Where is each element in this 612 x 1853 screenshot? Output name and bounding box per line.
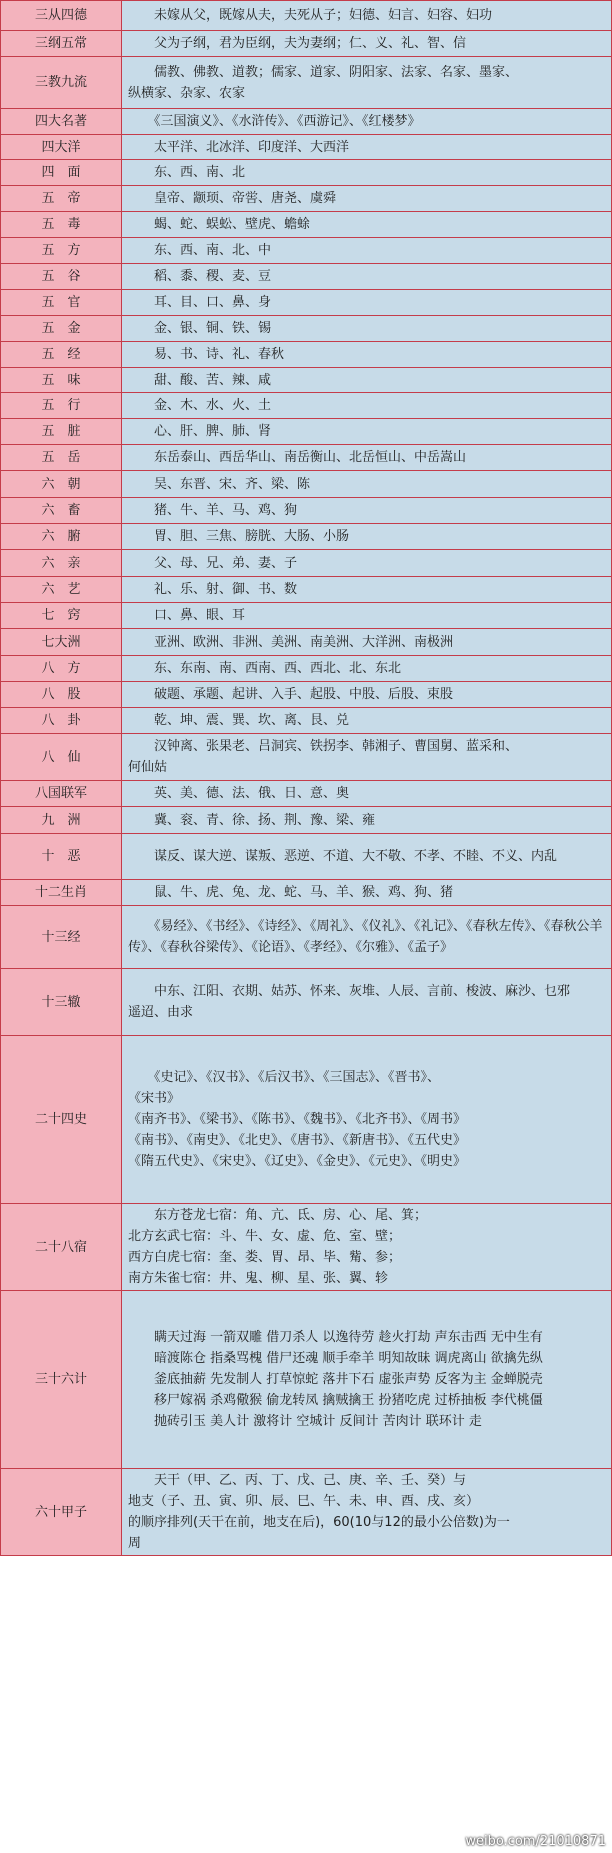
content-line: 猪、牛、羊、马、鸡、狗 — [128, 503, 298, 518]
term-content — [122, 682, 612, 708]
term-label: 十三辙 — [1, 969, 122, 1036]
content-line: 抛砖引玉 美人计 激将计 空城计 反间计 苦肉计 联环计 走 — [128, 1414, 482, 1429]
terms-table-body — [1, 1, 612, 1556]
table-row — [1, 682, 612, 708]
term-content — [122, 471, 612, 498]
content-line: 移尸嫁祸 杀鸡儆猴 偷龙转凤 擒贼擒王 扮猪吃虎 过桥抽板 李代桃僵 — [128, 1393, 543, 1408]
table-row — [1, 1036, 612, 1204]
term-label: 六 腑 — [1, 524, 122, 550]
term-content — [122, 445, 612, 471]
content-line: 金、银、铜、铁、锡 — [128, 321, 272, 336]
term-label: 八 卦 — [1, 708, 122, 734]
term-content — [122, 160, 612, 186]
term-label: 三十六计 — [1, 1291, 122, 1469]
term-label: 六 朝 — [1, 471, 122, 498]
term-label: 六 畜 — [1, 498, 122, 524]
table-row — [1, 880, 612, 906]
table-row — [1, 419, 612, 445]
term-content — [122, 1204, 612, 1291]
content-line: 东方苍龙七宿：角、亢、氐、房、心、尾、箕； — [128, 1208, 428, 1223]
content-line: 何仙姑 — [128, 760, 168, 775]
table-row — [1, 734, 612, 781]
term-label: 五 方 — [1, 238, 122, 264]
content-line: 北方玄武七宿：斗、牛、女、虚、危、室、壁； — [128, 1229, 402, 1244]
term-content — [122, 1, 612, 31]
table-row — [1, 212, 612, 238]
content-line: 礼、乐、射、御、书、数 — [128, 582, 298, 597]
term-label: 八 仙 — [1, 734, 122, 781]
term-content — [122, 212, 612, 238]
term-content — [122, 316, 612, 342]
term-content — [122, 264, 612, 290]
term-content — [122, 135, 612, 160]
term-content — [122, 969, 612, 1036]
content-line: 《易经》、《书经》、《诗经》、《周礼》、《仪礼》、《礼记》、《春秋左传》、《春秋公羊传》、《春秋谷梁传》、《论语》、《孝经》、《尔雅》、《孟子》 — [128, 919, 603, 955]
term-label: 六 亲 — [1, 550, 122, 577]
term-content — [122, 781, 612, 807]
term-content — [122, 550, 612, 577]
term-label: 三从四德 — [1, 1, 122, 31]
term-content — [122, 807, 612, 834]
table-row — [1, 577, 612, 603]
term-content — [122, 603, 612, 629]
content-line: 鼠、牛、虎、兔、龙、蛇、马、羊、猴、鸡、狗、猪 — [128, 885, 454, 900]
content-line: 暗渡陈仓 指桑骂槐 借尸还魂 顺手牵羊 明知故昧 调虎离山 欲擒先纵 — [128, 1351, 543, 1366]
term-content — [122, 342, 612, 368]
content-line: 吴、东晋、宋、齐、梁、陈 — [128, 476, 311, 492]
content-line: 稻、黍、稷、麦、豆 — [128, 269, 272, 284]
term-content — [122, 238, 612, 264]
term-content — [122, 31, 612, 57]
term-label: 五 经 — [1, 342, 122, 368]
content-line: 的顺序排列(天干在前，地支在后)，60(10与12的最小公倍数)为一 — [128, 1515, 510, 1530]
term-label: 五 岳 — [1, 445, 122, 471]
table-row — [1, 603, 612, 629]
term-content — [122, 368, 612, 393]
table-row — [1, 629, 612, 656]
term-label: 十 恶 — [1, 834, 122, 880]
content-line: 易、书、诗、礼、春秋 — [128, 347, 285, 362]
content-line: 乾、坤、震、巽、坎、离、艮、兑 — [128, 713, 350, 728]
content-line: 东、西、南、北、中 — [128, 243, 272, 258]
table-row — [1, 656, 612, 682]
content-line: 东、西、南、北 — [128, 165, 246, 180]
content-line: 破题、承题、起讲、入手、起股、中股、后股、束股 — [128, 687, 454, 702]
table-row — [1, 906, 612, 969]
content-line: 心、肝、脾、肺、肾 — [128, 424, 272, 439]
content-line: 天干（甲、乙、丙、丁、戊、己、庚、辛、壬、癸）与 — [128, 1473, 467, 1488]
content-line: 甜、酸、苦、辣、咸 — [128, 372, 272, 388]
table-row — [1, 109, 612, 135]
content-line: 蝎、蛇、蜈蚣、壁虎、蟾蜍 — [128, 217, 311, 232]
term-label: 五 金 — [1, 316, 122, 342]
term-label: 五 毒 — [1, 212, 122, 238]
content-line: 《南书》、《南史》、《北史》、《唐书》、《新唐书》、《五代史》 — [128, 1133, 467, 1148]
content-line: 父为子纲，君为臣纲，夫为妻纲；仁、义、礼、智、信 — [128, 36, 467, 51]
term-content — [122, 498, 612, 524]
content-line: 汉钟离、张果老、吕洞宾、铁拐李、韩湘子、曹国舅、蓝采和、 — [128, 739, 519, 754]
table-row — [1, 368, 612, 393]
term-content — [122, 186, 612, 212]
content-line: 口、鼻、眼、耳 — [128, 608, 246, 623]
term-label: 五 行 — [1, 393, 122, 419]
content-line: 瞒天过海 一箭双雕 借刀杀人 以逸待劳 趁火打劫 声东击西 无中生有 — [128, 1330, 543, 1345]
table-row — [1, 445, 612, 471]
table-row — [1, 969, 612, 1036]
table-row — [1, 708, 612, 734]
content-line: 冀、衮、青、徐、扬、荆、豫、梁、雍 — [128, 812, 376, 828]
content-line: 西方白虎七宿：奎、娄、胃、昂、毕、觜、参； — [128, 1250, 402, 1265]
table-row — [1, 238, 612, 264]
watermark: weibo.com/21010871 — [465, 1834, 606, 1849]
content-line: 儒教、佛教、道教；儒家、道家、阴阳家、法家、名家、墨家、 — [128, 64, 519, 80]
table-row — [1, 160, 612, 186]
term-label: 八 股 — [1, 682, 122, 708]
term-content — [122, 834, 612, 880]
content-line: 谋反、谋大逆、谋叛、恶逆、不道、大不敬、不孝、不睦、不义、内乱 — [128, 849, 558, 864]
content-line: 《隋五代史》、《宋史》、《辽史》、《金史》、《元史》、《明史》 — [128, 1154, 467, 1169]
table-row — [1, 186, 612, 212]
table-row — [1, 1204, 612, 1291]
term-content — [122, 109, 612, 135]
content-line: 南方朱雀七宿：井、鬼、柳、星、张、翼、轸 — [128, 1271, 389, 1286]
table-row — [1, 471, 612, 498]
content-line: 地支（子、丑、寅、卯、辰、巳、午、未、申、酉、戌、亥） — [128, 1494, 480, 1509]
content-line: 皇帝、颛顼、帝喾、唐尧、虞舜 — [128, 191, 337, 206]
term-content — [122, 1469, 612, 1556]
term-label: 十二生肖 — [1, 880, 122, 906]
term-content — [122, 1291, 612, 1469]
term-label: 五 谷 — [1, 264, 122, 290]
table-row — [1, 316, 612, 342]
term-label: 六十甲子 — [1, 1469, 122, 1556]
content-line: 耳、目、口、鼻、身 — [128, 295, 272, 310]
term-label: 二十八宿 — [1, 1204, 122, 1291]
content-line: 太平洋、北冰洋、印度洋、大西洋 — [128, 139, 350, 155]
term-label: 九 洲 — [1, 807, 122, 834]
table-row — [1, 393, 612, 419]
table-row — [1, 781, 612, 807]
content-line: 英、美、德、法、俄、日、意、奥 — [128, 786, 350, 801]
content-line: 纵横家、杂家、农家 — [128, 85, 246, 101]
term-content — [122, 290, 612, 316]
table-row — [1, 807, 612, 834]
table-row — [1, 498, 612, 524]
content-line: 亚洲、欧洲、非洲、美洲、南美洲、大洋洲、南极洲 — [128, 634, 454, 650]
content-line: 金、木、水、火、土 — [128, 398, 272, 413]
term-content — [122, 1036, 612, 1204]
term-label: 三教九流 — [1, 57, 122, 109]
content-line: 《三国演义》、《水浒传》、《西游记》、《红楼梦》 — [128, 114, 421, 129]
content-line: 东岳泰山、西岳华山、南岳衡山、北岳恒山、中岳嵩山 — [128, 450, 467, 465]
term-content — [122, 734, 612, 781]
table-row — [1, 264, 612, 290]
term-content — [122, 906, 612, 969]
term-label: 四大洋 — [1, 135, 122, 160]
content-line: 中东、江阳、衣期、姑苏、怀来、灰堆、人辰、言前、梭波、麻沙、乜邪 — [128, 984, 571, 999]
term-label: 七 窍 — [1, 603, 122, 629]
content-line: 《南齐书》、《梁书》、《陈书》、《魏书》、《北齐书》、《周书》 — [128, 1112, 467, 1127]
term-content — [122, 708, 612, 734]
content-line: 《史记》、《汉书》、《后汉书》、《三国志》、《晋书》、 — [128, 1070, 441, 1085]
table-row — [1, 1469, 612, 1556]
term-label: 五 帝 — [1, 186, 122, 212]
term-content — [122, 577, 612, 603]
table-row — [1, 31, 612, 57]
term-label: 七大洲 — [1, 629, 122, 656]
content-line: 东、东南、南、西南、西、西北、北、东北 — [128, 661, 402, 676]
content-line: 周 — [128, 1536, 142, 1551]
content-line: 胃、胆、三焦、膀胱、大肠、小肠 — [128, 529, 350, 544]
content-line: 遥迢、由求 — [128, 1005, 194, 1020]
content-line: 未嫁从父，既嫁从夫，夫死从子；妇德、妇言、妇容、妇功 — [128, 8, 493, 23]
term-content — [122, 524, 612, 550]
term-content — [122, 393, 612, 419]
term-label: 五 脏 — [1, 419, 122, 445]
content-line: 父、母、兄、弟、妻、子 — [128, 555, 298, 571]
table-row — [1, 342, 612, 368]
term-label: 四 面 — [1, 160, 122, 186]
table-row — [1, 290, 612, 316]
table-row — [1, 1, 612, 31]
term-label: 三纲五常 — [1, 31, 122, 57]
term-label: 四大名著 — [1, 109, 122, 135]
term-content — [122, 57, 612, 109]
content-line: 《宋书》 — [128, 1091, 181, 1106]
table-row — [1, 135, 612, 160]
term-content — [122, 880, 612, 906]
term-label: 八国联军 — [1, 781, 122, 807]
term-label: 八 方 — [1, 656, 122, 682]
term-content — [122, 419, 612, 445]
table-row — [1, 834, 612, 880]
term-content — [122, 629, 612, 656]
table-row — [1, 550, 612, 577]
term-label: 六 艺 — [1, 577, 122, 603]
content-line: 釜底抽薪 先发制人 打草惊蛇 落井下石 虚张声势 反客为主 金蝉脱壳 — [128, 1372, 543, 1387]
term-label: 五 味 — [1, 368, 122, 393]
table-row — [1, 1291, 612, 1469]
term-label: 五 官 — [1, 290, 122, 316]
table-row — [1, 57, 612, 109]
table-row — [1, 524, 612, 550]
term-label: 二十四史 — [1, 1036, 122, 1204]
term-label: 十三经 — [1, 906, 122, 969]
term-content — [122, 656, 612, 682]
